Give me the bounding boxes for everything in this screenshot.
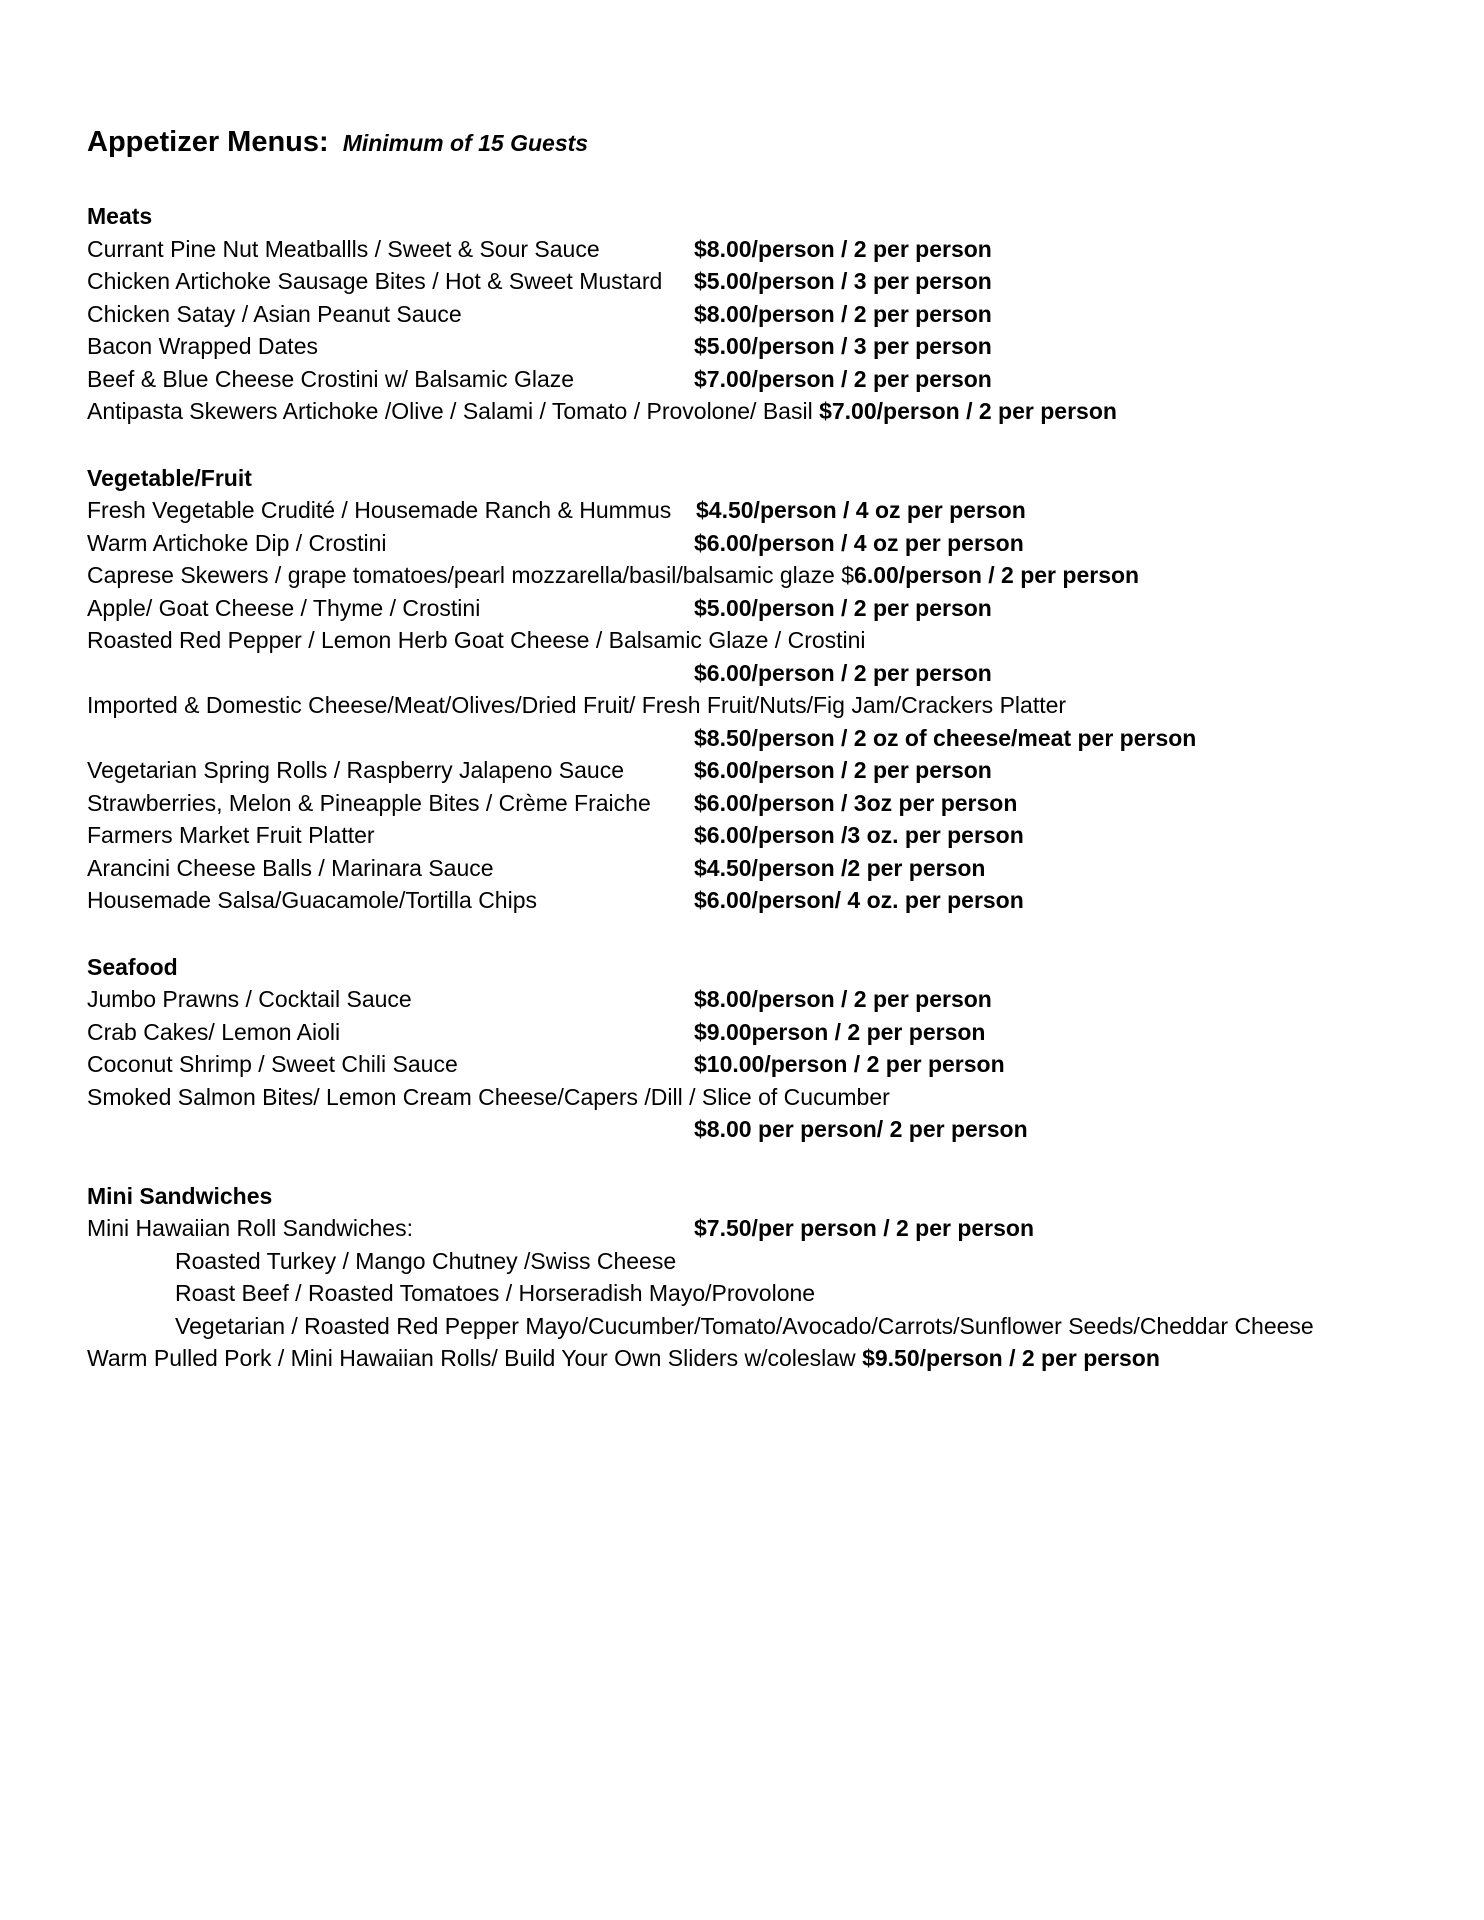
sandwich-option-name: Roast Beef / Roasted Tomatoes / Horseradish Mayo/Provolone: [175, 1280, 816, 1306]
item-name: Arancini Cheese Balls / Marinara Sauce: [87, 854, 494, 881]
menu-item-price-line: [87, 657, 1457, 690]
item-name: Currant Pine Nut Meatballls / Sweet & Sour Sauce: [87, 235, 600, 262]
item-price: $9.50/person / 2 per person: [862, 1345, 1160, 1371]
menu-item: [87, 233, 1457, 266]
menu-item: [87, 527, 1457, 560]
item-price: $6.00/person / 3oz per person: [694, 789, 1018, 816]
item-price: $5.00/person / 2 per person: [694, 594, 992, 621]
page-title: Appetizer Menus:: [87, 126, 329, 158]
item-name: Apple/ Goat Cheese / Thyme / Crostini: [87, 594, 481, 621]
menu-item: [87, 1342, 1457, 1375]
menu-item: [87, 1212, 1457, 1245]
item-price: $5.00/person / 3 per person: [694, 268, 992, 294]
menu-item-price-line: [87, 1113, 1457, 1146]
item-name: Bacon Wrapped Dates: [87, 333, 318, 359]
item-price: $9.00person / 2 per person: [694, 1018, 986, 1045]
item-price: $6.00/person / 2 per person: [694, 659, 992, 686]
sandwich-option: [87, 1245, 1457, 1278]
section-title: Seafood: [87, 953, 178, 980]
item-name: Coconut Shrimp / Sweet Chili Sauce: [87, 1051, 458, 1077]
menu-item: [87, 559, 1457, 592]
item-name: Smoked Salmon Bites/ Lemon Cream Cheese/Capers /Dill / Slice of Cucumber: [87, 1083, 890, 1110]
section-seafood: [87, 951, 1457, 1146]
section-title: Vegetable/Fruit: [87, 464, 252, 491]
item-price: $6.00/person /3 oz. per person: [694, 822, 1024, 848]
menu-item: [87, 592, 1457, 625]
menu-item-name-line: [87, 1081, 1457, 1114]
item-price: $8.00/person / 2 per person: [694, 300, 992, 327]
item-name: Fresh Vegetable Crudité / Housemade Ranch & Hummus: [87, 497, 672, 523]
item-price: $6.00/person / 2 per person: [694, 757, 992, 783]
section-title: Mini Sandwiches: [87, 1182, 273, 1209]
item-price: $8.00/person / 2 per person: [694, 986, 992, 1012]
menu-item: [87, 983, 1457, 1016]
menu-page: [87, 126, 1457, 1375]
item-name: Beef & Blue Cheese Crostini w/ Balsamic Glaze: [87, 365, 575, 392]
menu-item: [87, 265, 1457, 298]
section-title: Meats: [87, 203, 153, 229]
item-name: Roasted Red Pepper / Lemon Herb Goat Cheese / Balsamic Glaze / Crostini: [87, 627, 866, 653]
item-price: $8.00/person / 2 per person: [694, 235, 992, 262]
section-mini-sandwiches: [87, 1180, 1457, 1375]
item-price: $8.50/person / 2 oz of cheese/meat per person: [694, 724, 1197, 751]
item-name: Housemade Salsa/Guacamole/Tortilla Chips: [87, 887, 537, 913]
item-name: Mini Hawaiian Roll Sandwiches:: [87, 1215, 413, 1241]
menu-item: [87, 852, 1457, 885]
menu-header: [87, 126, 1457, 166]
sandwich-option-name: Vegetarian / Roasted Red Pepper Mayo/Cucumber/Tomato/Avocado/Carrots/Sunflower Seeds/Cheddar Cheese: [175, 1312, 1314, 1339]
item-price: $4.50/person / 4 oz per person: [696, 497, 1026, 523]
menu-item: [87, 395, 1457, 428]
item-name: Strawberries, Melon & Pineapple Bites / Crème Fraiche: [87, 789, 651, 816]
item-price: 6.00/person / 2 per person: [854, 562, 1140, 588]
item-name: Imported & Domestic Cheese/Meat/Olives/Dried Fruit/ Fresh Fruit/Nuts/Fig Jam/Crackers Platter: [87, 692, 1067, 718]
item-price: $10.00/person / 2 per person: [694, 1051, 1005, 1077]
item-price: $7.50/per person / 2 per person: [694, 1215, 1035, 1241]
menu-item: [87, 330, 1457, 363]
item-price: $7.00/person / 2 per person: [819, 398, 1117, 424]
item-name: Jumbo Prawns / Cocktail Sauce: [87, 986, 412, 1012]
sandwich-option: [87, 1310, 1457, 1343]
item-name: Chicken Artichoke Sausage Bites / Hot & Sweet Mustard: [87, 268, 663, 294]
section-vegetable-fruit: [87, 462, 1457, 917]
menu-item-price-line: [87, 722, 1457, 755]
menu-item: [87, 1016, 1457, 1049]
menu-item: [87, 754, 1457, 787]
menu-item: [87, 819, 1457, 852]
menu-item-name-line: [87, 624, 1457, 657]
menu-item: [87, 494, 1457, 527]
menu-item-name-line: [87, 689, 1457, 722]
item-price: $7.00/person / 2 per person: [694, 365, 992, 392]
page-subtitle: Minimum of 15 Guests: [342, 130, 589, 156]
item-name: Vegetarian Spring Rolls / Raspberry Jalapeno Sauce: [87, 757, 624, 783]
menu-item: [87, 1048, 1457, 1081]
item-price: $6.00/person/ 4 oz. per person: [694, 887, 1024, 913]
item-price: $5.00/person / 3 per person: [694, 333, 992, 359]
item-name: Crab Cakes/ Lemon Aioli: [87, 1018, 341, 1045]
section-meats: [87, 200, 1457, 428]
item-price: $6.00/person / 4 oz per person: [694, 529, 1024, 556]
item-name: Warm Pulled Pork / Mini Hawaiian Rolls/ Build Your Own Sliders w/coleslaw: [87, 1345, 856, 1371]
item-name: Farmers Market Fruit Platter: [87, 822, 375, 848]
item-price: $8.00 per person/ 2 per person: [694, 1116, 1028, 1142]
item-name: Antipasta Skewers Artichoke /Olive / Salami / Tomato / Provolone/ Basil: [87, 398, 813, 424]
item-name: Warm Artichoke Dip / Crostini: [87, 529, 387, 556]
menu-item: [87, 363, 1457, 396]
sandwich-option: [87, 1277, 1457, 1310]
menu-item: [87, 884, 1457, 917]
item-name: Chicken Satay / Asian Peanut Sauce: [87, 300, 462, 327]
item-price: $4.50/person /2 per person: [694, 854, 986, 881]
sandwich-option-name: Roasted Turkey / Mango Chutney /Swiss Cheese: [175, 1247, 677, 1274]
menu-item: [87, 787, 1457, 820]
menu-item: [87, 298, 1457, 331]
item-name: Caprese Skewers / grape tomatoes/pearl mozzarella/basil/balsamic glaze $: [87, 562, 855, 588]
